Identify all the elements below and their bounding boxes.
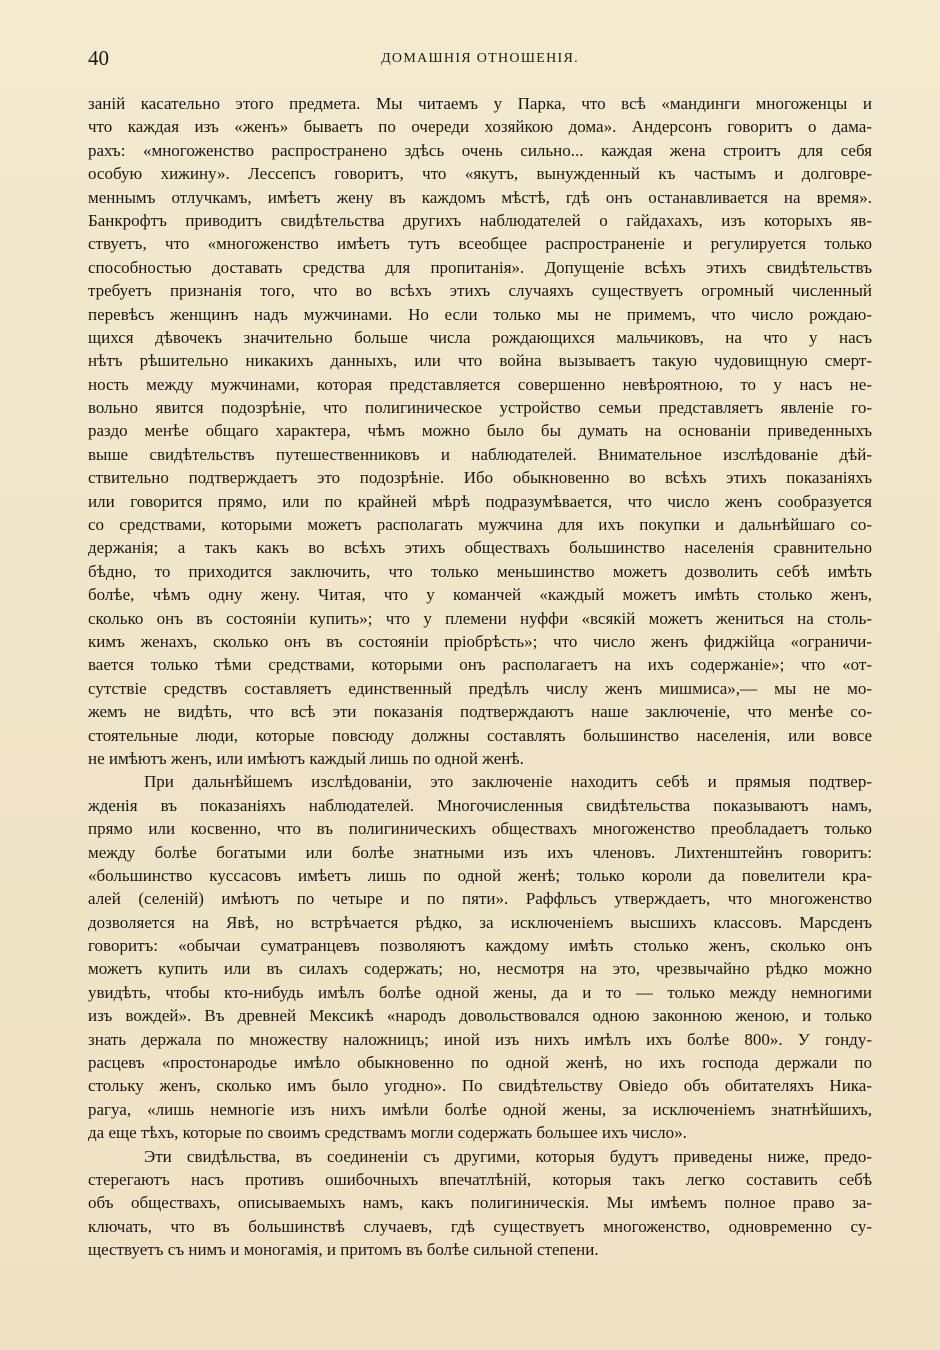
text-line: можетъ купить или въ силахъ содержать; но, несмотря на это, чрезвычайно рѣдко можно [88, 959, 872, 979]
text-line: ствуетъ, что «многоженство имѣетъ тутъ всеобщее распространеніе и регулируется только [88, 234, 872, 254]
text-line: рагуа, «лишь немногіе изъ нихъ имѣли болѣе одной жены, за исключеніемъ знатнѣйшихъ, [88, 1099, 872, 1119]
text-line: особую хижину». Лессепсъ говоритъ, что «якутъ, вынужденный къ частымъ и долговре- [88, 164, 872, 184]
text-line: требуетъ признанія того, что во всѣхъ этихъ случаяхъ существуетъ огромный численный [88, 281, 872, 301]
text-line: или говорится прямо, или по крайней мѣрѣ подразумѣвается, что число женъ сообразуется [88, 491, 872, 511]
text-line: ствительно подтверждаетъ это подозрѣніе. Ибо обыкновенно во всѣхъ этихъ показаніяхъ [88, 468, 872, 488]
text-line: со средствами, которыми можетъ располагать мужчина для ихъ покупки и дальнѣйшаго со- [88, 515, 872, 535]
text-line: меннымъ отлучкамъ, имѣетъ жену въ каждомъ мѣстѣ, гдѣ онъ останавливается на время». [88, 187, 872, 207]
text-line: алей (селеній) имѣютъ по четыре и по пяти». Раффльсъ утверждаетъ, что многоженство [88, 889, 872, 909]
text-line: выше свидѣтельствъ путешественниковъ и наблюдателей. Внимательное изслѣдованіе дѣй- [88, 444, 872, 464]
text-line: держанія; а такъ какъ во всѣхъ этихъ обществахъ большинство населенія сравнительно [88, 538, 872, 558]
text-line: способностью доставать средства для пропитанія». Допущеніе всѣхъ этихъ свидѣтельствъ [88, 257, 872, 277]
text-line: говоритъ: «обычаи суматранцевъ позволяютъ каждому имѣть столько женъ, сколько онъ [88, 936, 872, 956]
body-text [88, 92, 872, 1262]
text-line: нѣтъ рѣшительно никакихъ данныхъ, или что война вызываетъ такую чудовищную смерт- [88, 351, 872, 371]
text-line: «большинство куссасовъ имѣетъ лишь по одной женѣ; только короли да повелители кра- [88, 865, 872, 885]
paragraph-3 [88, 1145, 872, 1262]
text-line: Эти свидѣльства, въ соединеніи съ другими, которыя будутъ приведены ниже, предо- [144, 1146, 872, 1166]
text-line: заній касательно этого предмета. Мы читаемъ у Парка, что всѣ «мандинги многоженцы и [88, 94, 872, 113]
page-header [88, 46, 872, 76]
text-line: жденія въ показаніяхъ наблюдателей. Многочисленныя свидѣтельства показываютъ намъ, [88, 795, 872, 815]
text-line: стольку женъ, сколько имъ было угодно». По свидѣтельству Овіедо объ обитателяхъ Ника- [88, 1076, 872, 1096]
text-line: не имѣютъ женъ, или имѣютъ каждый лишь по одной женѣ. [88, 748, 524, 768]
text-line: жемъ не видѣть, что всѣ эти показанія подтверждаютъ наше заключеніе, что менѣе со- [88, 702, 872, 722]
text-line: стерегаютъ насъ противъ ошибочныхъ впечатлѣній, которыя такъ легко составить себѣ [88, 1169, 872, 1189]
text-line: вольно явится подозрѣніе, что полигиническое устройство семьи представляетъ явленіе го- [88, 398, 872, 418]
text-line: перевѣсъ женщинъ надъ мужчинами. Но если только мы не примемъ, что число рождаю- [88, 304, 872, 324]
text-line: ключать, что въ большинствѣ случаевъ, гдѣ существуетъ многоженство, одновременно су- [88, 1216, 872, 1236]
text-line: да еще тѣхъ, которые по своимъ средствамъ могли содержать большее ихъ число». [88, 1123, 687, 1143]
text-line: дозволяется на Явѣ, но встрѣчается рѣдко, за исключеніемъ высшихъ классовъ. Марсденъ [88, 912, 872, 932]
running-title: ДОМАШНІЯ ОТНОШЕНІЯ. [381, 51, 579, 66]
text-line: что каждая изъ «женъ» бываетъ по очереди хозяйкою дома». Андерсонъ говоритъ о дама- [88, 117, 872, 137]
text-line: между болѣе богатыми или болѣе знатными изъ ихъ членовъ. Лихтенштейнъ говоритъ: [88, 842, 872, 862]
text-line: кимъ женахъ, сколько онъ въ состояніи пріобрѣсть»; что число женъ фиджійца «ограничи- [88, 631, 872, 651]
text-line: ществуетъ съ нимъ и моногамія, и притомъ въ болѣе сильной степени. [88, 1240, 599, 1260]
text-line: раздо менѣе общаго характера, чѣмъ можно было бы думать на основаніи приведенныхъ [88, 421, 872, 441]
paragraph-1 [88, 92, 872, 770]
text-line: стоятельные люди, которые повсюду должны составлять большинство населенія, или вовсе [88, 725, 872, 745]
text-line: расцевъ «простонародье имѣло обыкновенно по одной женѣ, но ихъ господа держали по [88, 1053, 872, 1073]
text-line: вается только тѣми средствами, которыми онъ располагаетъ на ихъ содержаніе»; что «от- [88, 655, 872, 675]
text-line: объ обществахъ, описываемыхъ намъ, какъ полигиническія. Мы имѣемъ полное право за- [88, 1193, 872, 1213]
text-line: увидѣть, чтобы кто-нибудь имѣлъ болѣе одной жены, да и то — только между немногими [88, 982, 872, 1002]
text-line: При дальнѣйшемъ изслѣдованіи, это заключеніе находитъ себѣ и прямыя подтвер- [144, 772, 872, 792]
page-number: 40 [88, 46, 109, 70]
text-line: изъ вождей». Въ древней Мексикѣ «народъ довольствовался одною законною женою, и только [88, 1006, 872, 1026]
text-line: болѣе, чѣмъ одну жену. Читая, что у команчей «каждый можетъ имѣть столько женъ, [88, 585, 872, 605]
text-line: знать держала по множеству наложницъ; иной изъ нихъ имѣлъ ихъ болѣе 800». У гонду- [88, 1029, 872, 1049]
text-line: рахъ: «многоженство распространено здѣсь очень сильно... каждая жена строитъ для себя [88, 140, 872, 160]
paragraph-2 [88, 770, 872, 1144]
text-line: Банкрофтъ приводитъ свидѣтельства другихъ наблюдателей о гайдахахъ, изъ которыхъ яв- [88, 210, 872, 230]
text-line: щихся дѣвочекъ значительно больше числа рождающихся мальчиковъ, на что у насъ [88, 327, 872, 347]
text-line: ность между мужчинами, которая представляется совершенно невѣроятною, то у насъ не- [88, 374, 872, 394]
text-line: сколько онъ въ состояніи купить»; что у племени нуффи «всякій можетъ жениться на столь- [88, 608, 872, 628]
text-line: бѣдно, то приходится заключить, что только меньшинство можетъ дозволить себѣ имѣть [88, 561, 872, 581]
text-line: сутствіе средствъ составляетъ единственный предѣлъ числу женъ мишмиса»,— мы не мо- [88, 678, 872, 698]
text-line: прямо или косвенно, что въ полигиническихъ обществахъ многоженство преобладаетъ только [88, 819, 872, 839]
